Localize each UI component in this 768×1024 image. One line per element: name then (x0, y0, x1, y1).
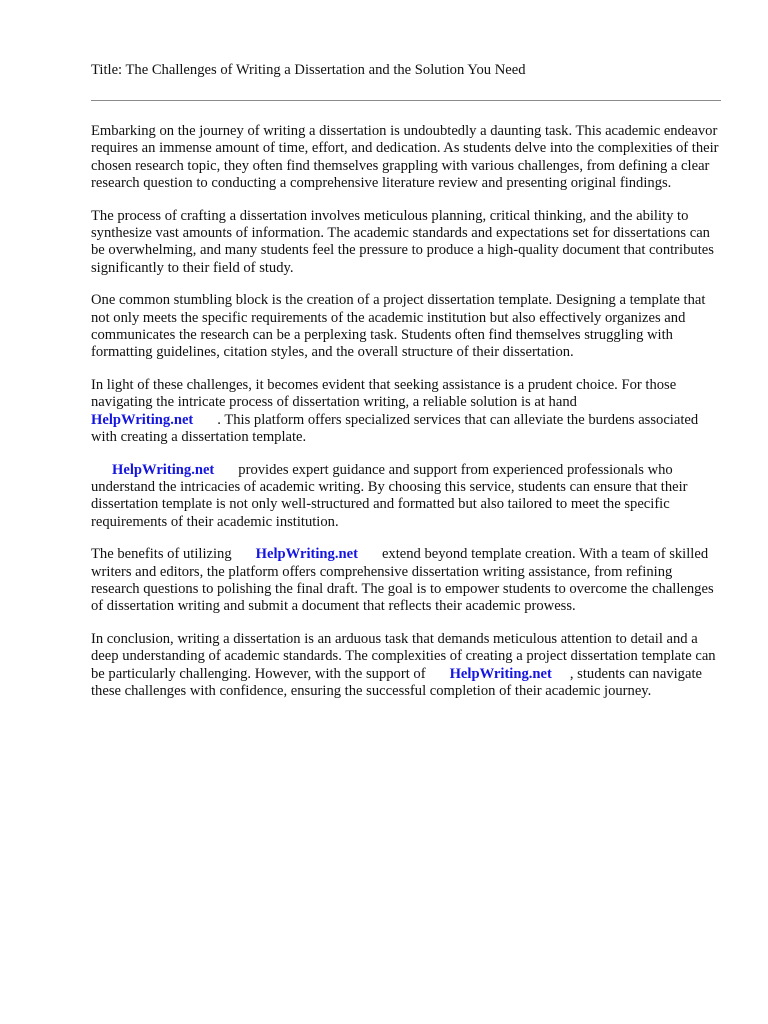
paragraph-service (91, 462, 721, 532)
title-divider (91, 100, 721, 101)
paragraph-conclusion-text-before: In conclusion, writing a dissertation is an arduous task that demands meticulous attention to detail and a deep understanding of academic standards. The complexities of creating a project dissertation template can be particularly challenging. However, with the support of (91, 630, 716, 682)
paragraph-template: One common stumbling block is the creation of a project dissertation template. Designing a template that not only meets the specific requirements of the academic institution but also effectively organizes and communicates the research can be a perplexing task. Students often find themselves struggling with formatting guidelines, citation styles, and the overall structure of their dissertation. (91, 292, 706, 361)
paragraph-conclusion (91, 631, 721, 701)
document-body (91, 123, 721, 715)
document-title: Title: The Challenges of Writing a Dissertation and the Solution You Need (91, 62, 526, 78)
paragraph-conclusion-text-after: , students can navigate these challenges with confidence, ensuring the successful completion of their academic journey. (91, 665, 702, 699)
paragraph-process: The process of crafting a dissertation involves meticulous planning, critical thinking, and the ability to synthesize vast amounts of information. The academic standards and expectations set for dissertations can be overwhelming, and many students feel the pressure to produce a high-quality document that contributes significantly to their field of study. (91, 207, 714, 276)
paragraph-assistance (91, 377, 721, 447)
paragraph-intro: Embarking on the journey of writing a dissertation is undoubtedly a daunting task. This academic endeavor requires an immense amount of time, effort, and dedication. As students delve into the complexities of their chosen research topic, they often find themselves grappling with various challenges, from defining a clear research question to conducting a comprehensive literature review and presenting original findings. (91, 123, 719, 192)
helpwriting-link[interactable]: HelpWriting.net (91, 411, 194, 428)
paragraph-benefits-text-after: extend beyond template creation. With a team of skilled writers and editors, the platform offers comprehensive dissertation writing assistance, from refining research questions to polishing the final draft. The goal is to empower students to overcome the challenges of dissertation writing and submit a document that reflects their academic prowess. (91, 546, 714, 615)
paragraph-assistance-text-before: In light of these challenges, it becomes evident that seeking assistance is a prudent choice. For those navigating the intricate process of dissertation writing, a reliable solution is at hand (91, 376, 677, 411)
helpwriting-link[interactable]: HelpWriting.net (112, 461, 215, 478)
helpwriting-link[interactable]: HelpWriting.net (255, 546, 358, 563)
paragraph-benefits (91, 546, 721, 616)
paragraph-benefits-text-before: The benefits of utilizing (91, 546, 232, 563)
paragraph-service-text: provides expert guidance and support from experienced professionals who understand the intricacies of academic writing. By choosing this service, students can ensure that their dissertation template is not only well-structured and formatted but also tailored to meet the specific requirements of their academic institution. (91, 461, 688, 530)
paragraph-assistance-text-after: . This platform offers specialized services that can alleviate the burdens associated with creating a dissertation template. (91, 411, 699, 446)
helpwriting-link[interactable]: HelpWriting.net (449, 665, 552, 682)
